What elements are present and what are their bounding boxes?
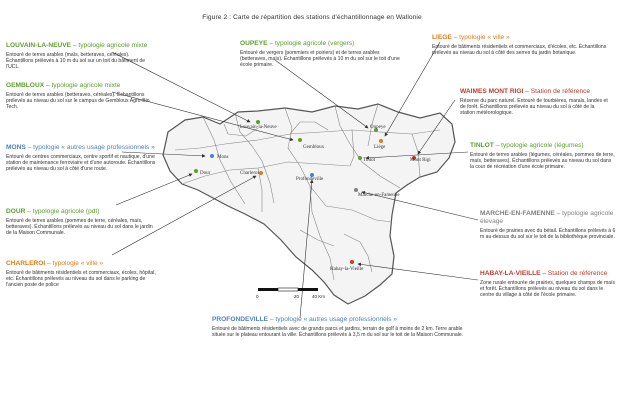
station-description: Entouré de terres arables (pommes de terre, céréales, maïs, betteraves). Échantillons prélevés au niveau du sol dans le jardin de la Maison Communale. [6, 218, 153, 237]
station-oupeye [240, 40, 400, 69]
station-type: – typologie agricole (légumes) [493, 142, 584, 149]
station-name: GEMBLOUX [6, 82, 45, 89]
station-type: – Station de référence [523, 88, 591, 95]
station-gembloux [6, 82, 156, 111]
scale-label-end: 40 Km [312, 294, 326, 299]
station-description: Entouré de bâtiments résidentiels et commerciaux, écoles, hôpital, etc. Échantillons prélevés au niveau du sol dans le parking de l'ancien poste de police [6, 270, 156, 289]
scale-bar [256, 288, 325, 299]
station-description: Entouré de terres arables (légumes, céréales, pommes de terre, maïs, betteraves). Échantillons prélevés au niveau du sol dans la cour de récréation d'une école primaire. [470, 152, 615, 171]
map-label-marche: Marche-en-Famenne [358, 193, 400, 198]
station-name: WAIMES MONT RIGI [460, 88, 524, 95]
marker-lln [256, 120, 260, 124]
station-name: LOUVAIN-LA-NEUVE [6, 42, 72, 49]
marker-marche [354, 188, 358, 192]
station-description: Entouré de terres arables (betteraves, céréales). Échantillons prélevés au niveau du sol sur le campus de Gembloux Agro-Bio Tech. [6, 92, 150, 111]
marker-dour [194, 169, 198, 173]
map-label-lln: Louvain-la-Neuve [240, 125, 277, 130]
station-description: Entouré de bâtiments résidentiels avec de grands parcs et jardins, terrain de golf à moins de 2 km. Terre arable située sur le plateau entourant la ville. Échantillons prélevés à 3,5 m du sol sur le toit de la Maison Communale. [212, 326, 464, 339]
map-label-profondeville: Profondeville [296, 177, 324, 182]
station-name: DOUR [6, 208, 26, 215]
station-louvain-la-neuve [6, 42, 156, 71]
scale-label-zero: 0 [256, 294, 259, 299]
station-type: – typologie « ville » [45, 260, 104, 267]
scale-label-mid: 20 [294, 294, 300, 299]
station-description: Entouré de centres commerciaux, centre sportif et nautique, d'une station de maintenance ferroviaire et d'une autoroute. Échantillons prélevés au niveau du sol à côté d'une route. [6, 154, 156, 173]
map-label-mons: Mons [217, 155, 229, 160]
station-name: TINLOT [470, 142, 494, 149]
station-dour [6, 208, 156, 237]
station-type: – typologie « ville » [451, 34, 510, 41]
station-liege [432, 34, 608, 56]
marker-habay [350, 260, 354, 264]
station-charleroi [6, 260, 156, 289]
station-habay-la-vieille [480, 270, 618, 299]
station-name: LIEGE [432, 34, 452, 41]
station-description: Réserve du parc naturel. Entouré de tourbières, marais, landes et de forêt. Échantillons prélevés au niveau du sol à côté de la station météorologique. [460, 98, 608, 117]
map-label-oupeye: Oupeye [370, 125, 386, 130]
station-tinlot [470, 142, 615, 171]
station-type: – typologie « autres usage professionnels » [268, 316, 398, 323]
station-name: CHARLEROI [6, 260, 46, 267]
station-name: MONS [6, 144, 26, 151]
station-mons [6, 144, 156, 173]
station-description: Entouré de bâtiments résidentiels et commerciaux, d'écoles, etc. Échantillons prélevés au niveau du sol à côté des serres du jardin botanique. [432, 44, 607, 57]
station-description: Entouré de vergers (pommiers et poiriers) et de terres arables (betteraves, maïs). Échantillons prélevés à 10 m du sol sur le toit d'une école primaire. [240, 50, 400, 69]
station-marche-en-famenne [480, 210, 618, 240]
map-label-charleroi: Charleroi [240, 171, 259, 176]
station-name: OUPEYE [240, 40, 268, 47]
figure-title: Figure 2 : Carte de répartition des stations d'échantillonnage en Wallonie [202, 14, 422, 21]
marker-tinlot [358, 156, 362, 160]
station-name: MARCHE-EN-FAMENNE [480, 210, 555, 217]
marker-mons [210, 154, 214, 158]
map-label-gembloux: Gembloux [303, 145, 325, 150]
station-type: – typologie agricole mixte [71, 42, 148, 49]
map-label-montrigi: Mont Rigi [410, 158, 431, 163]
marker-liege [379, 139, 383, 143]
station-name: HABAY-LA-VIEILLE [480, 270, 541, 277]
station-waimes-mont-rigi [460, 88, 610, 117]
marker-gembloux [298, 138, 302, 142]
station-type: – typologie agricole élevage [480, 210, 614, 225]
station-description: Entouré de prairies avec du bétail. Échantillons prélevés à 6 m au-dessus du sol sur le toit de la bibliothèque provinciale. [480, 228, 616, 241]
map-label-liege: Liège [374, 145, 386, 150]
map-label-habay: Habay-la-Vieille [330, 267, 364, 272]
station-name: PROFONDEVILLE [212, 316, 269, 323]
map-label-tinlot: Tinlot [363, 158, 376, 163]
station-type: – typologie « autres usage professionnels » [25, 144, 155, 151]
station-type: – typologie agricole (pdt) [25, 208, 100, 215]
station-description: Zone rurale entourée de prairies, quelques champs de maïs et forêt. Échantillons prélevés au niveau du sol dans le centre du village à côté de l'école primaire. [480, 280, 616, 299]
station-type: – typologie agricole (vergers) [267, 40, 355, 47]
map-label-dour: Dour [200, 171, 211, 176]
station-profondeville [212, 316, 464, 338]
station-type: – typologie agricole mixte [44, 82, 121, 89]
station-type: – Station de référence [540, 270, 608, 277]
marker-charleroi [259, 171, 263, 175]
station-description: Entouré de terres arables (maïs, betteraves, céréales). Échantillons prélevés à 10 m du sol sur un toit du bâtiment de l'UCL. [6, 52, 146, 71]
